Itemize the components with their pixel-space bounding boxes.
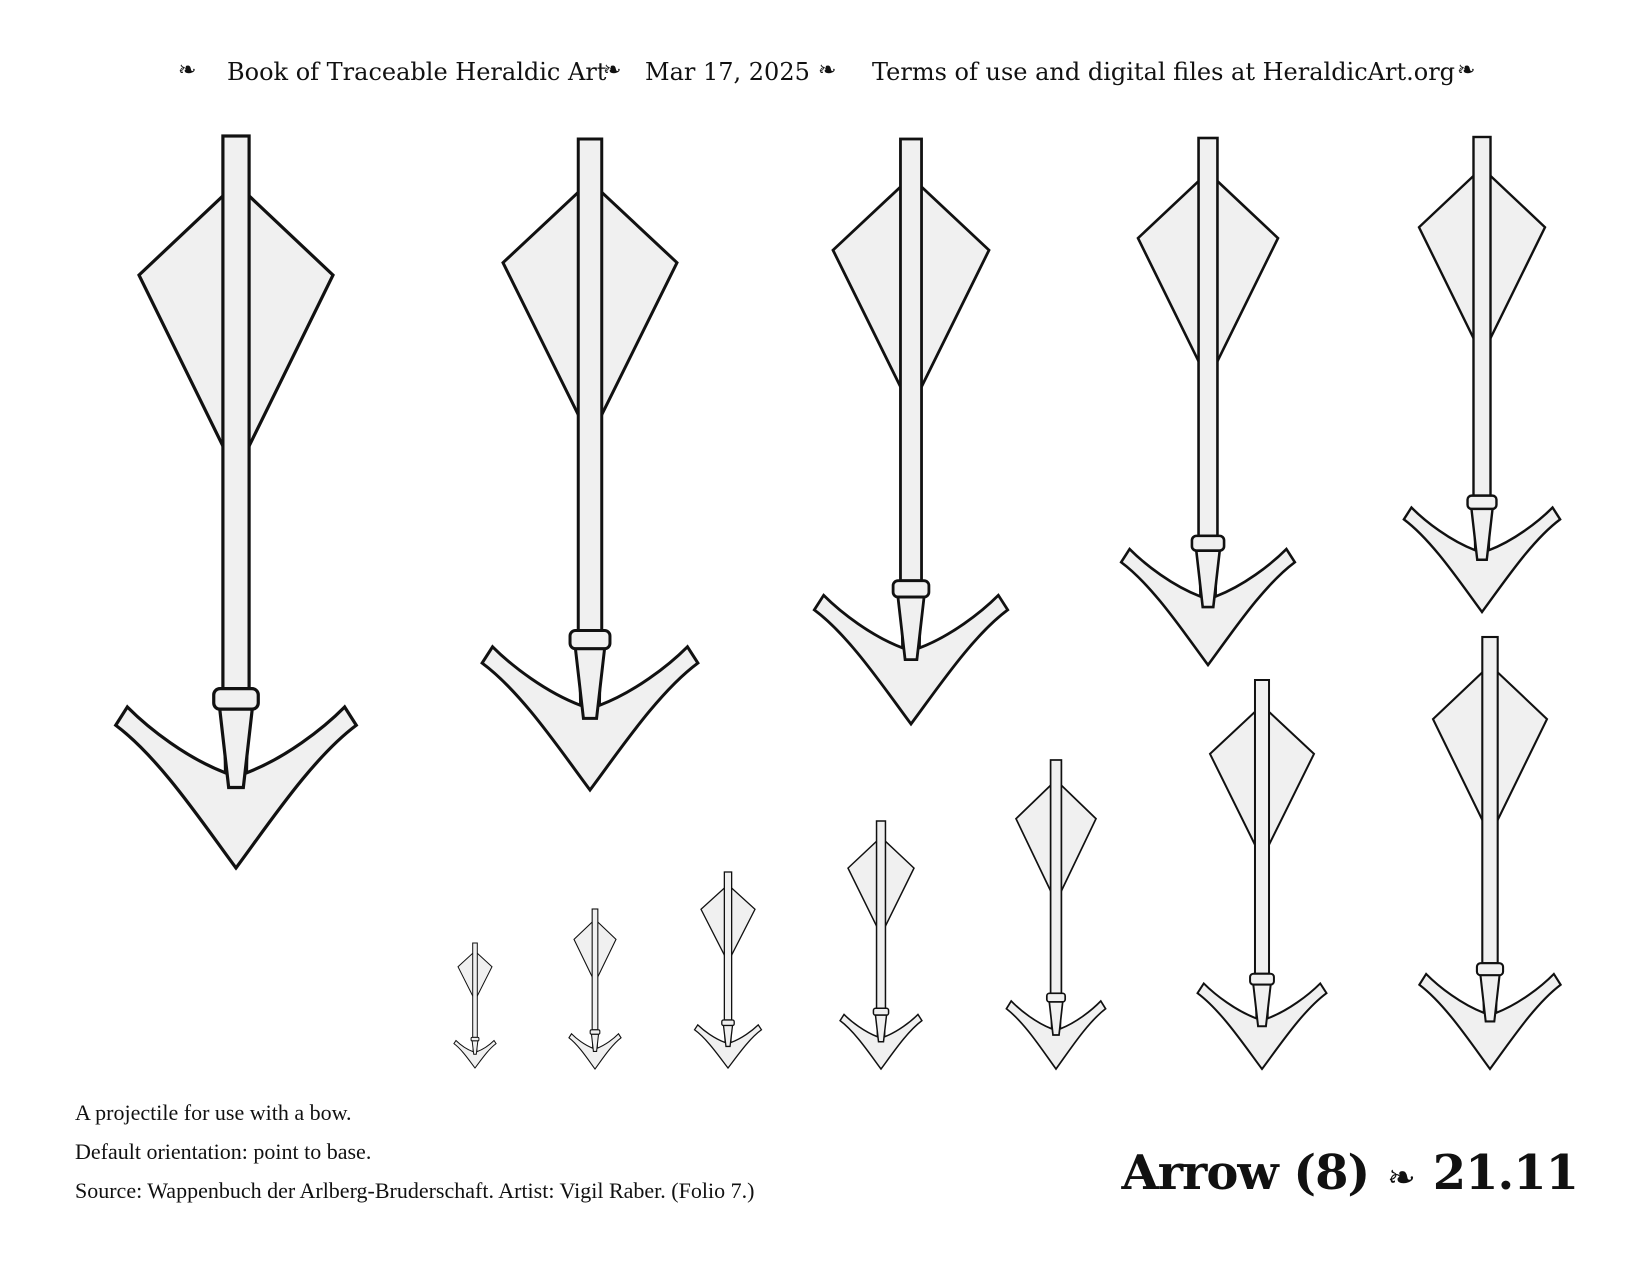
plate-label [1122,1145,1579,1201]
fleuron-icon: ❧ [1387,1158,1415,1198]
fleuron-icon: ❧ [178,58,197,83]
arrow-icon [1006,760,1105,1069]
arrow-icon [840,821,922,1069]
description-line: A projectile for use with a bow. [75,1100,352,1125]
arrow-icon [695,872,762,1068]
arrow-icon [116,136,357,868]
arrow-icon [482,139,698,790]
arrow-icon [814,139,1007,724]
arrow-icon [1404,137,1560,612]
book-title: Book of Traceable Heraldic Art [227,58,607,86]
header-date: Mar 17, 2025 [645,58,810,86]
arrow-icon [1419,637,1560,1069]
terms-link[interactable]: Terms of use and digital files at HeraldicArt.org [872,58,1456,86]
fleuron-icon: ❧ [603,58,622,83]
arrow-icon [569,909,621,1069]
fleuron-icon: ❧ [1457,58,1476,83]
plate-title: Arrow (8) [1121,1145,1370,1201]
fleuron-icon: ❧ [818,58,837,83]
orientation-line: Default orientation: point to base. [75,1139,372,1164]
arrow-icon [454,943,496,1068]
plate-number: 21.11 [1432,1145,1578,1201]
source-line: Source: Wappenbuch der Arlberg-Bruderschaft. Artist: Vigil Raber. (Folio 7.) [75,1178,755,1203]
arrow-icon [1121,138,1295,665]
arrow-icon [1198,680,1327,1069]
